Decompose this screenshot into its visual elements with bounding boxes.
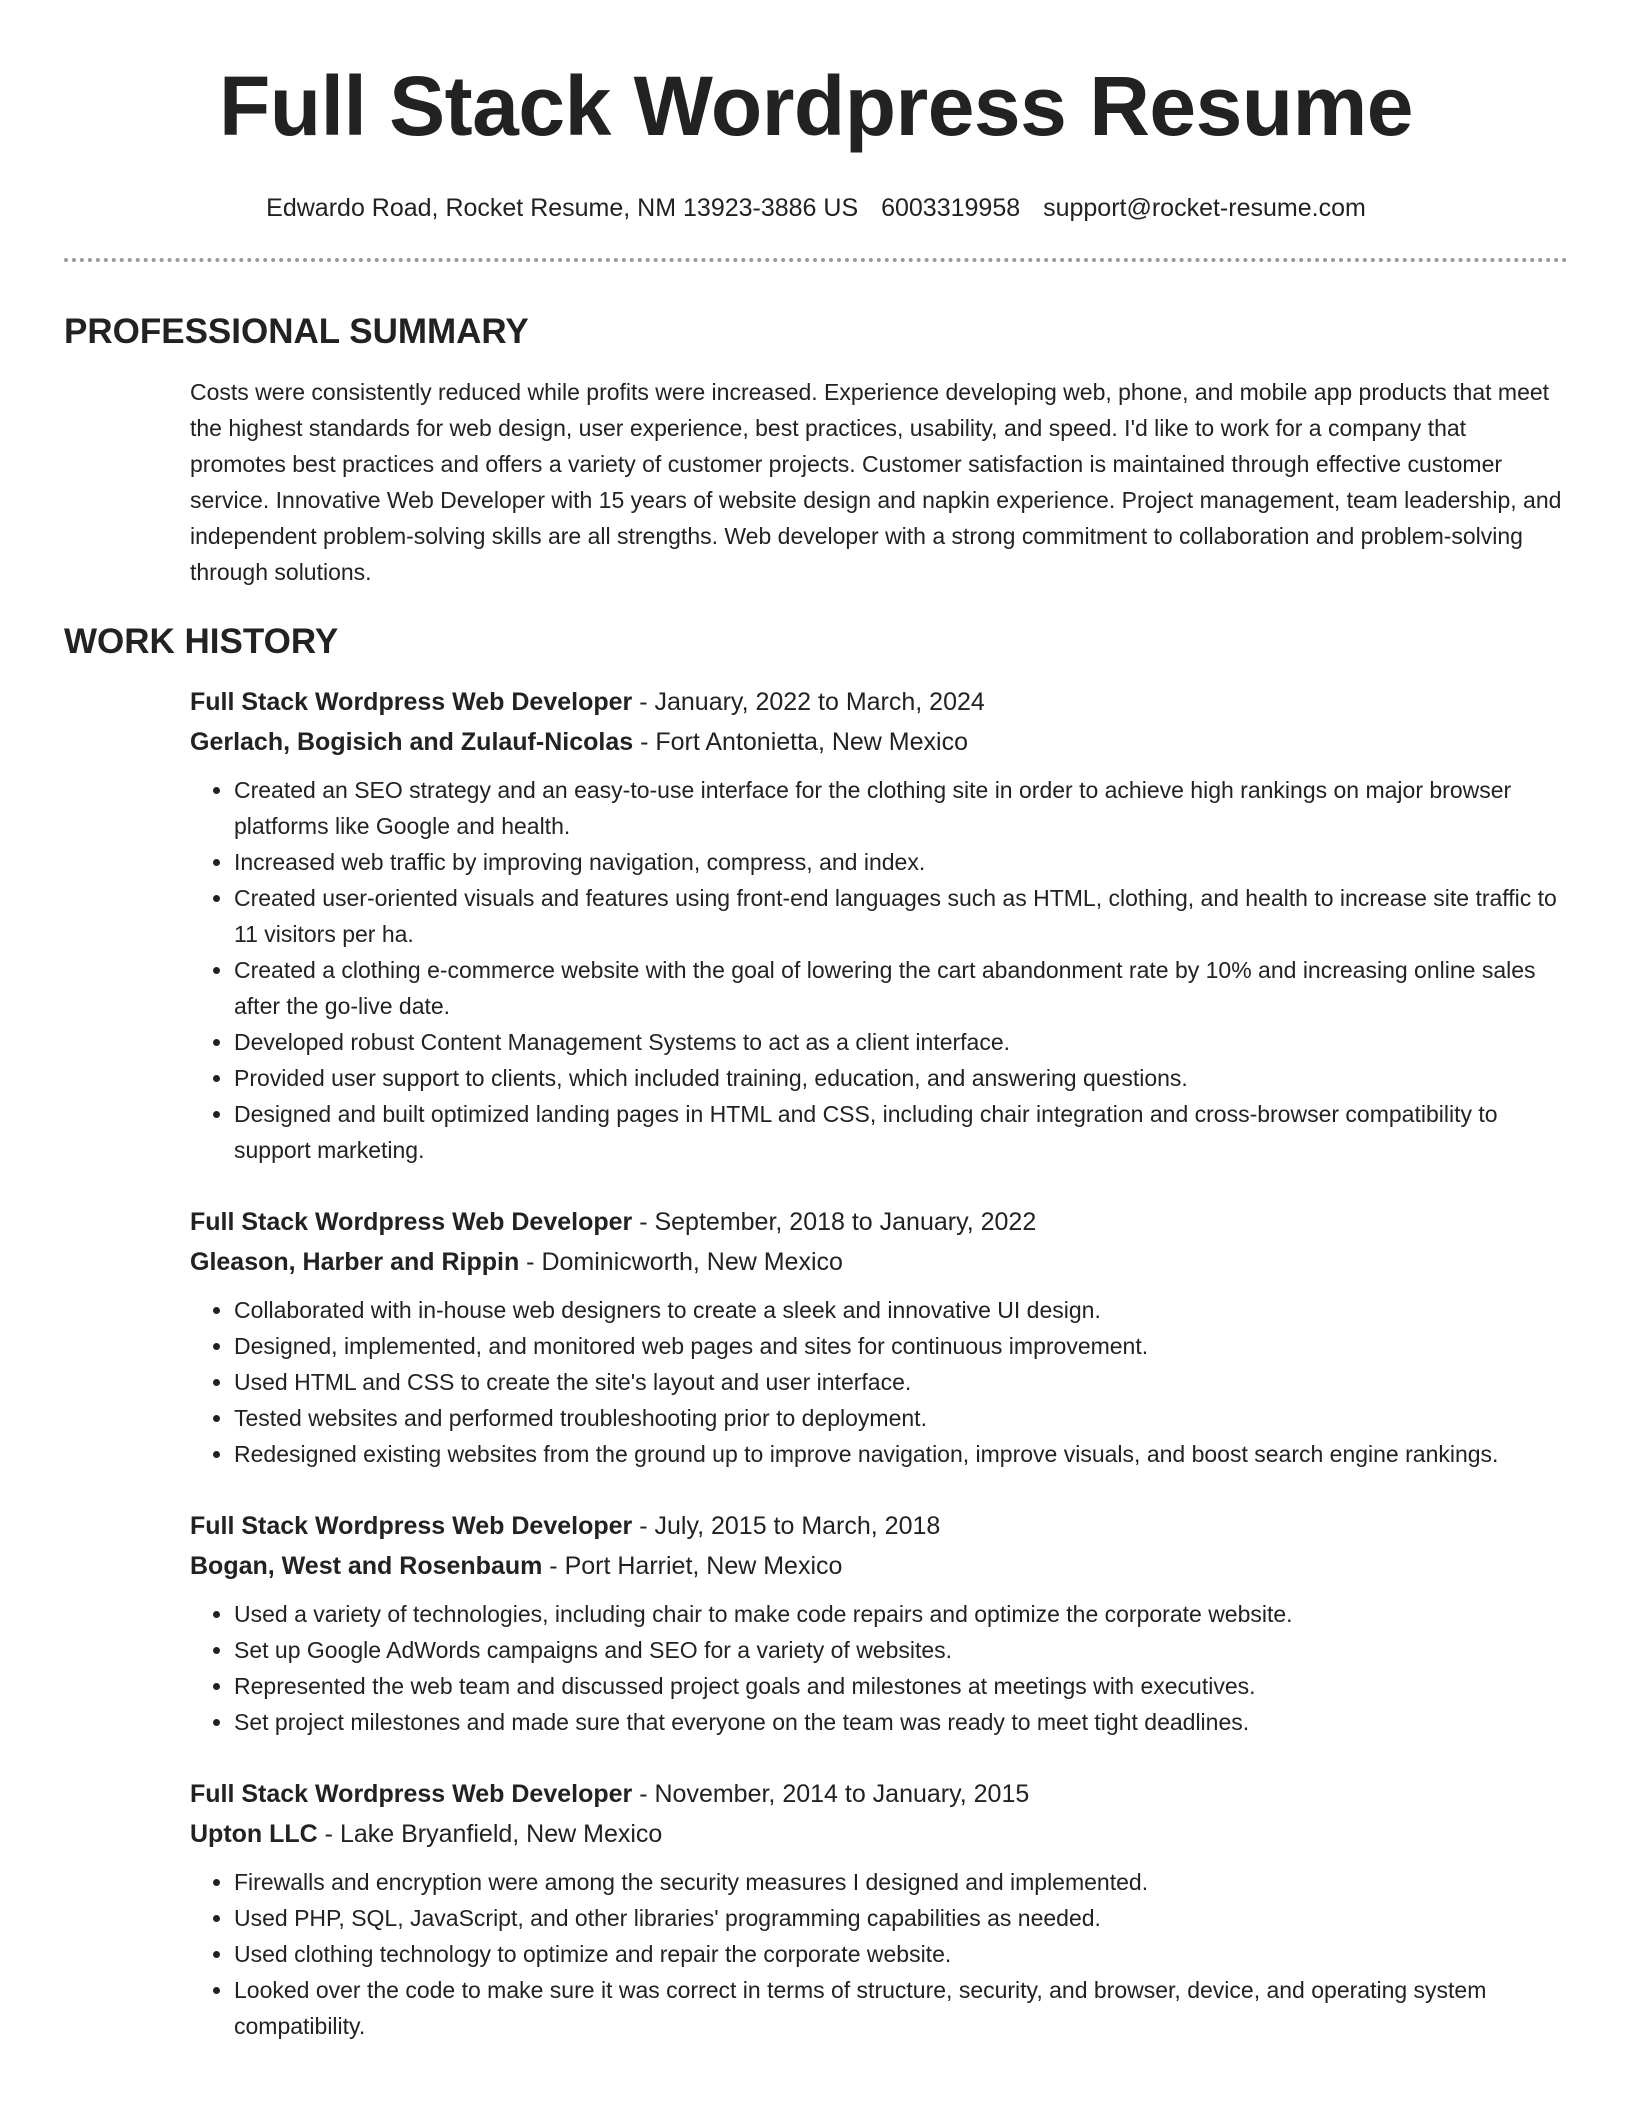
contact-address: Edwardo Road, Rocket Resume, NM 13923-3886 US bbox=[266, 194, 859, 222]
job-bullet: • Looked over the code to make sure it was correct in terms of structure, security, and browser, device, and operating system compatibility. bbox=[234, 1972, 1568, 2044]
job-bullet: • Designed and built optimized landing pages in HTML and CSS, including chair integration and cross-browser compatibility to support marketing. bbox=[234, 1096, 1568, 1168]
job-role-line bbox=[190, 1774, 1568, 1814]
contact-phone: 6003319958 bbox=[881, 194, 1021, 222]
job-role-line bbox=[190, 682, 1568, 722]
job-company-line bbox=[190, 1814, 1568, 1854]
job-bullet: • Used HTML and CSS to create the site's layout and user interface. bbox=[234, 1364, 1568, 1400]
job-bullets bbox=[190, 1292, 1568, 1472]
job-entry bbox=[190, 682, 1568, 1168]
job-location: - Fort Antonietta, New Mexico bbox=[633, 728, 968, 756]
job-company-line bbox=[190, 1546, 1568, 1586]
job-role-line bbox=[190, 1202, 1568, 1242]
work-history-heading: WORK HISTORY bbox=[64, 622, 339, 661]
job-entry bbox=[190, 1506, 1568, 1740]
job-bullet: • Collaborated with in-house web designers to create a sleek and innovative UI design. bbox=[234, 1292, 1568, 1328]
job-dates: - September, 2018 to January, 2022 bbox=[632, 1208, 1037, 1236]
job-dates: - January, 2022 to March, 2024 bbox=[632, 688, 985, 716]
job-role: Full Stack Wordpress Web Developer bbox=[190, 688, 633, 716]
job-entry bbox=[190, 1202, 1568, 1472]
summary-heading: PROFESSIONAL SUMMARY bbox=[64, 312, 529, 351]
summary-text: Costs were consistently reduced while profits were increased. Experience developing web, phone, and mobile app products that meet the highest standards for web design, user experience, best practices, usability, and speed. I'd like to work for a company that promotes best practices and offers a variety of customer projects. Customer satisfaction is maintained through effective customer service. Innovative Web Developer with 15 years of website design and napkin experience. Project management, team leadership, and independent problem-solving skills are all strengths. Web developer with a strong commitment to collaboration and problem-solving through solutions. bbox=[190, 379, 1562, 585]
job-bullet: • Tested websites and performed troubleshooting prior to deployment. bbox=[234, 1400, 1568, 1436]
contact-line bbox=[64, 192, 1568, 224]
job-bullet: • Represented the web team and discussed project goals and milestones at meetings with executives. bbox=[234, 1668, 1568, 1704]
job-bullet: • Provided user support to clients, which included training, education, and answering questions. bbox=[234, 1060, 1568, 1096]
job-bullet: • Increased web traffic by improving navigation, compress, and index. bbox=[234, 844, 1568, 880]
job-bullet: • Set project milestones and made sure that everyone on the team was ready to meet tight deadlines. bbox=[234, 1704, 1568, 1740]
job-company: Upton LLC bbox=[190, 1820, 318, 1848]
job-bullets bbox=[190, 1864, 1568, 2044]
job-bullet: • Used PHP, SQL, JavaScript, and other libraries' programming capabilities as needed. bbox=[234, 1900, 1568, 1936]
job-company: Gerlach, Bogisich and Zulauf-Nicolas bbox=[190, 728, 634, 756]
job-bullet: • Developed robust Content Management Systems to act as a client interface. bbox=[234, 1024, 1568, 1060]
work-history-section bbox=[190, 682, 1568, 2044]
summary-section bbox=[190, 374, 1568, 590]
resume-title: Full Stack Wordpress Resume bbox=[219, 59, 1413, 153]
job-location: - Dominicworth, New Mexico bbox=[519, 1248, 843, 1276]
job-entry bbox=[190, 1774, 1568, 2044]
job-dates: - July, 2015 to March, 2018 bbox=[632, 1512, 941, 1540]
job-bullet: • Created user-oriented visuals and features using front-end languages such as HTML, clothing, and health to increase site traffic to 11 visitors per ha. bbox=[234, 880, 1568, 952]
resume-header bbox=[64, 0, 1568, 224]
job-dates: - November, 2014 to January, 2015 bbox=[632, 1780, 1030, 1808]
job-company-line bbox=[190, 1242, 1568, 1282]
job-role: Full Stack Wordpress Web Developer bbox=[190, 1780, 633, 1808]
job-role-line bbox=[190, 1506, 1568, 1546]
job-company-line bbox=[190, 722, 1568, 762]
contact-email: support@rocket-resume.com bbox=[1043, 194, 1366, 222]
job-location: - Lake Bryanfield, New Mexico bbox=[317, 1820, 663, 1848]
job-bullets bbox=[190, 772, 1568, 1168]
job-company: Bogan, West and Rosenbaum bbox=[190, 1552, 543, 1580]
job-bullet: • Created an SEO strategy and an easy-to-use interface for the clothing site in order to achieve high rankings on major browser platforms like Google and health. bbox=[234, 772, 1568, 844]
header-divider bbox=[64, 258, 1568, 262]
job-bullet: • Created a clothing e-commerce website with the goal of lowering the cart abandonment rate by 10% and increasing online sales after the go-live date. bbox=[234, 952, 1568, 1024]
job-bullet: • Set up Google AdWords campaigns and SEO for a variety of websites. bbox=[234, 1632, 1568, 1668]
job-bullet: • Firewalls and encryption were among the security measures I designed and implemented. bbox=[234, 1864, 1568, 1900]
job-role: Full Stack Wordpress Web Developer bbox=[190, 1208, 633, 1236]
job-bullet: • Used a variety of technologies, including chair to make code repairs and optimize the corporate website. bbox=[234, 1596, 1568, 1632]
job-bullet: • Redesigned existing websites from the ground up to improve navigation, improve visuals, and boost search engine rankings. bbox=[234, 1436, 1568, 1472]
job-location: - Port Harriet, New Mexico bbox=[542, 1552, 843, 1580]
job-bullets bbox=[190, 1596, 1568, 1740]
job-company: Gleason, Harber and Rippin bbox=[190, 1248, 520, 1276]
job-role: Full Stack Wordpress Web Developer bbox=[190, 1512, 633, 1540]
job-bullet: • Used clothing technology to optimize and repair the corporate website. bbox=[234, 1936, 1568, 1972]
job-bullet: • Designed, implemented, and monitored web pages and sites for continuous improvement. bbox=[234, 1328, 1568, 1364]
